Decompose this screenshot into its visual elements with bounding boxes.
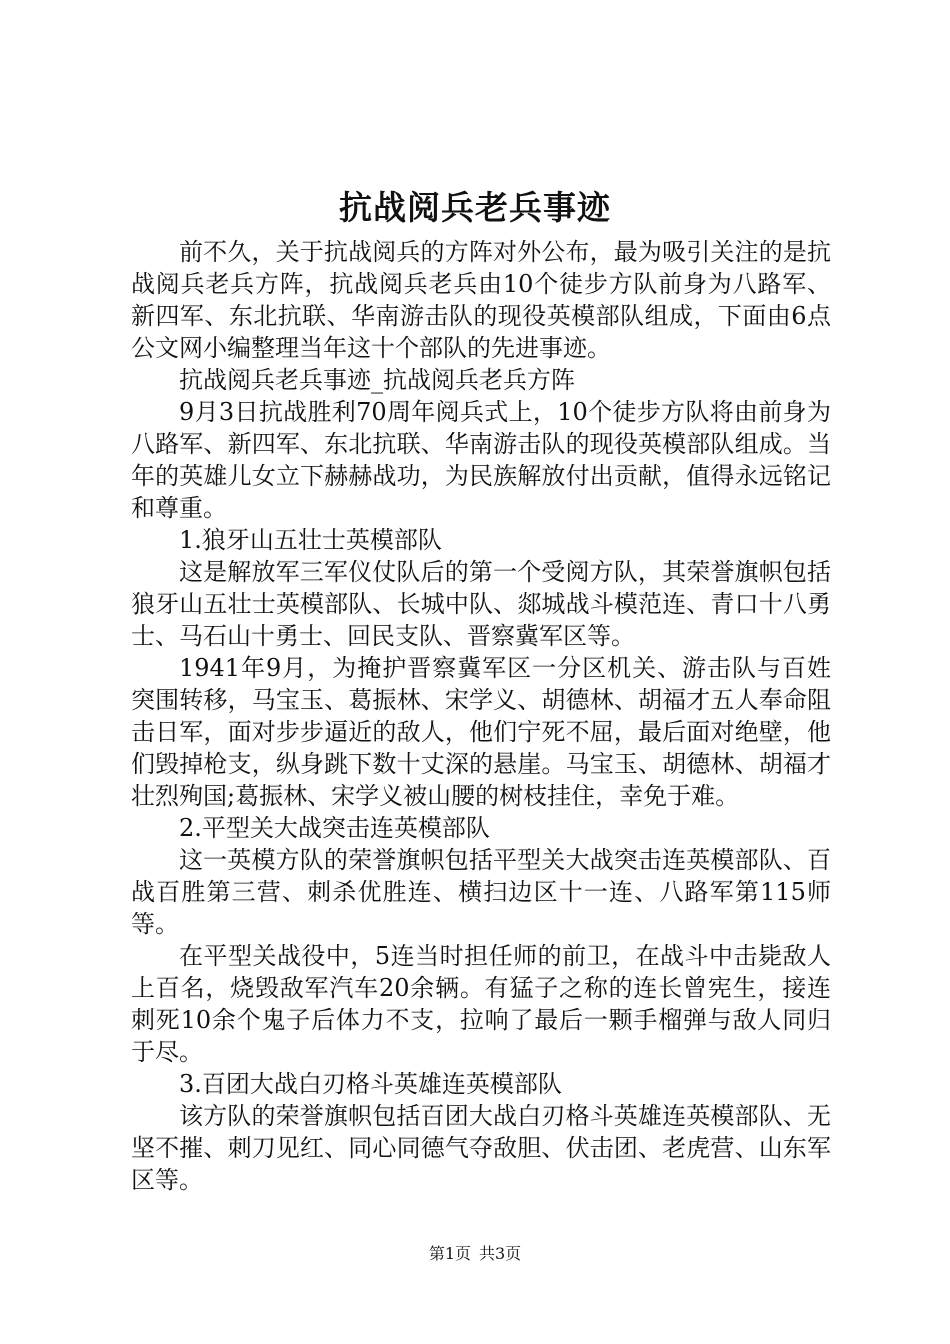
paragraph-subtitle: 抗战阅兵老兵事迹_抗战阅兵老兵方阵: [179, 366, 575, 394]
paragraph-section-1-flags: 这是解放军三军仪仗队后的第一个受阅方队，其荣誉旗帜包括狼牙山五壮士英模部队、长城中队、郯城战斗模范连、青口十八勇士、马石山十勇士、回民支队、晋察冀军区等。: [131, 558, 831, 650]
page-footer: [0, 1244, 950, 1264]
section-heading-2: 2.平型关大战突击连英模部队: [179, 814, 490, 842]
paragraph-intro: 前不久，关于抗战阅兵的方阵对外公布，最为吸引关注的是抗战阅兵老兵方阵，抗战阅兵老兵由10个徒步方队前身为八路军、新四军、东北抗联、华南游击队的现役英模部队组成，下面由6点公文网小编整理当年这十个部队的先进事迹。: [131, 238, 831, 362]
paragraph-overview: 9月3日抗战胜利70周年阅兵式上，10个徒步方队将由前身为八路军、新四军、东北抗联、华南游击队的现役英模部队组成。当年的英雄儿女立下赫赫战功，为民族解放付出贡献，值得永远铭记和尊重。: [131, 398, 831, 522]
document-title: 抗战阅兵老兵事迹: [339, 188, 611, 227]
page-count: 共3页: [479, 1244, 522, 1263]
paragraph-section-2-flags: 这一英模方队的荣誉旗帜包括平型关大战突击连英模部队、百战百胜第三营、刺杀优胜连、横扫边区十一连、八路军第115师等。: [131, 846, 831, 938]
paragraph-section-3-flags: 该方队的荣誉旗帜包括百团大战白刃格斗英雄连英模部队、无坚不摧、刺刀见红、同心同德气夺敌胆、伏击团、老虎营、山东军区等。: [131, 1102, 831, 1194]
paragraph-section-1-story: 1941年9月，为掩护晋察冀军区一分区机关、游击队与百姓突围转移，马宝玉、葛振林、宋学义、胡德林、胡福才五人奉命阻击日军，面对步步逼近的敌人，他们宁死不屈，最后面对绝壁，他们毁掉枪支，纵身跳下数十丈深的悬崖。马宝玉、胡德林、胡福才壮烈殉国;葛振林、宋学义被山腰的树枝挂住，幸免于难。: [131, 654, 831, 810]
page-number: 第1页: [428, 1244, 471, 1263]
section-heading-1: 1.狼牙山五壮士英模部队: [179, 526, 442, 554]
paragraph-section-2-story: 在平型关战役中，5连当时担任师的前卫，在战斗中击毙敌人上百名，烧毁敌军汽车20余辆。有猛子之称的连长曾宪生，接连刺死10余个鬼子后体力不支，拉响了最后一颗手榴弹与敌人同归于尽。: [131, 942, 831, 1066]
document-body: [131, 236, 831, 1196]
section-heading-3: 3.百团大战白刃格斗英雄连英模部队: [179, 1070, 562, 1098]
